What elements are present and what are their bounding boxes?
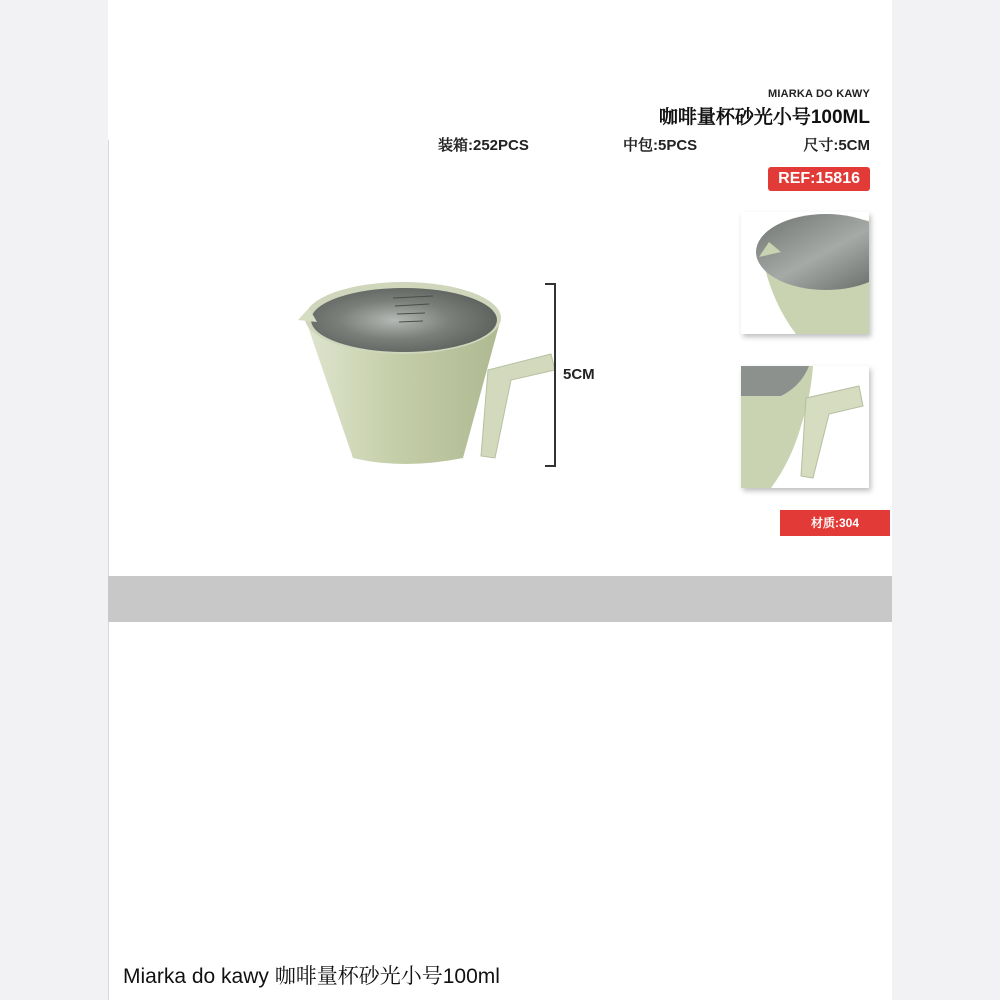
spec-carton: 装箱:252PCS <box>438 137 529 154</box>
left-divider <box>108 140 109 1000</box>
product-page <box>108 0 892 1000</box>
cup-rim-image <box>741 212 869 334</box>
product-caption: Miarka do kawy 咖啡量杯砂光小号100ml <box>123 965 500 988</box>
product-subtitle: MIARKA DO KAWY <box>768 88 870 100</box>
cup-handle-image <box>741 366 869 488</box>
measuring-cup-image <box>283 270 563 470</box>
thumbnail-rim[interactable] <box>741 212 869 334</box>
material-badge: 材质:304 <box>780 510 890 536</box>
thumbnail-handle[interactable] <box>741 366 869 488</box>
ref-badge: REF:15816 <box>768 167 870 191</box>
product-title: 咖啡量杯砂光小号100ML <box>658 107 870 128</box>
section-separator <box>108 576 892 622</box>
dimension-label: 5CM <box>563 366 595 383</box>
spec-size: 尺寸:5CM <box>803 137 870 154</box>
spec-inner-pack: 中包:5PCS <box>623 137 698 154</box>
dimension-bracket <box>545 283 557 467</box>
